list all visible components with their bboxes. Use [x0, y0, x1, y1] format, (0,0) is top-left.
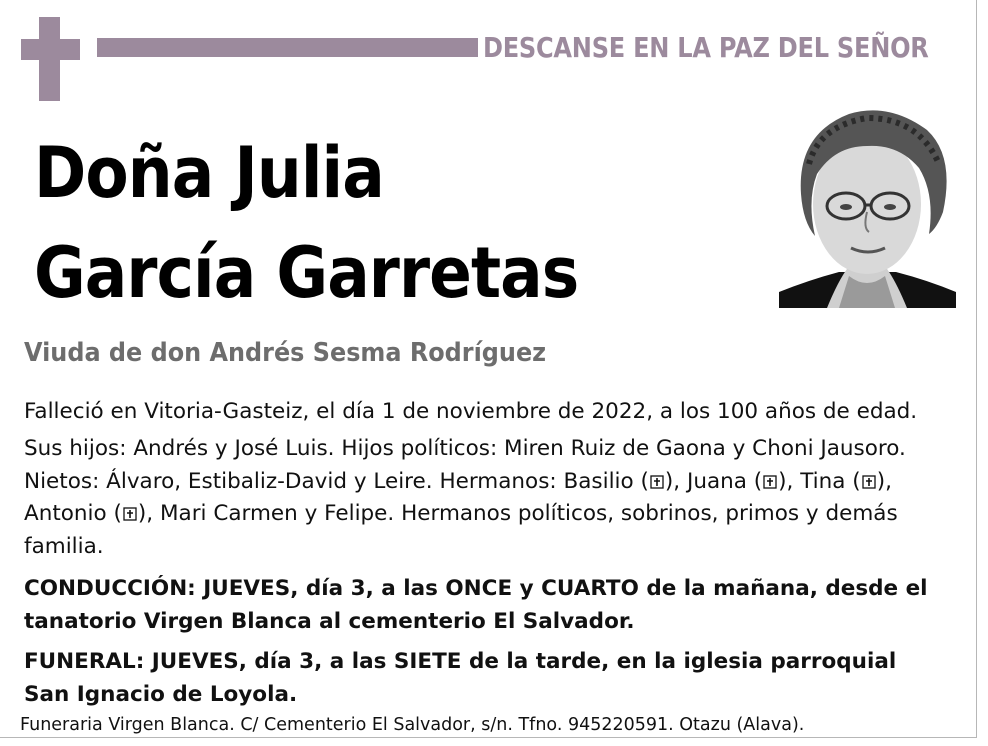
- family-text-5: ), Mari Carmen y Felipe. Hermanos políticos, sobrinos, primos y demás familia.: [24, 501, 898, 559]
- header-motto: DESCANSE EN LA PAZ DEL SEÑOR: [483, 31, 929, 64]
- deceased-name-line2: García Garretas: [34, 232, 579, 314]
- funeral-home-footer: Funeraria Virgen Blanca. C/ Cementerio El Salvador, s/n. Tfno. 945220591. Otazu (Alava).: [20, 715, 805, 735]
- family-text-2: ), Juana (: [664, 468, 763, 494]
- small-cross-icon: [862, 475, 876, 489]
- widow-of: Viuda de don Andrés Sesma Rodríguez: [24, 338, 547, 368]
- death-notice: Falleció en Vitoria-Gasteiz, el día 1 de noviembre de 2022, a los 100 años de edad.: [24, 399, 918, 424]
- family-list: [24, 433, 944, 563]
- funeral-notice: FUNERAL: JUEVES, día 3, a las SIETE de la tarde, en la iglesia parroquial San Ignacio de Loyola.: [24, 649, 897, 707]
- deceased-name-line1: Doña Julia: [34, 132, 384, 214]
- family-text-3: ), Tina (: [778, 468, 861, 494]
- header-bar: [97, 38, 478, 57]
- small-cross-icon: [650, 475, 664, 489]
- family-text-4: ), Antonio (: [24, 468, 892, 526]
- family-text-1: Sus hijos: Andrés y José Luis. Hijos políticos: Miren Ruiz de Gaona y Choni Jausoro. Nietos: Álvaro, Estibaliz-David y Leire. Hermanos: Basilio (: [24, 436, 906, 494]
- small-cross-icon: [763, 475, 777, 489]
- portrait-photo: [779, 104, 956, 308]
- conduccion-notice: CONDUCCIÓN: JUEVES, día 3, a las ONCE y CUARTO de la mañana, desde el tanatorio Virgen Blanca al cementerio El Salvador.: [24, 576, 928, 634]
- small-cross-icon: [123, 507, 137, 521]
